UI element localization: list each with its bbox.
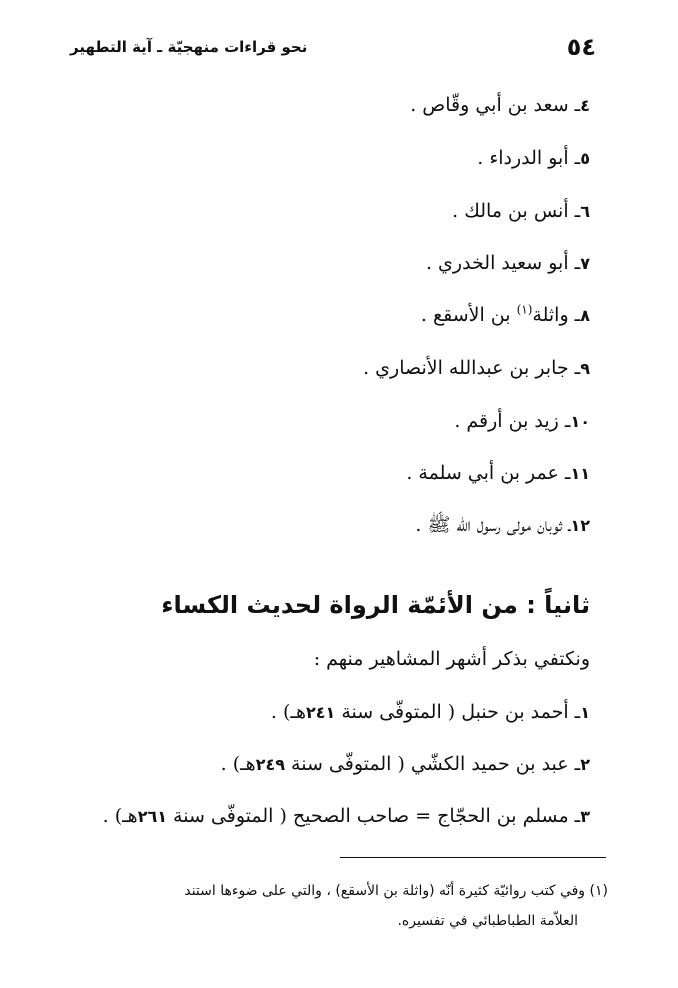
footnote-marker: (١) [589, 883, 608, 899]
list-item [103, 799, 590, 834]
list-item-number: ٢ [580, 755, 590, 774]
list-item-text: ـ أبو الدرداء . [477, 147, 581, 169]
list-item [363, 351, 590, 386]
list-item [454, 404, 590, 439]
page-number: ٥٤ [566, 33, 596, 61]
list-item-number: ١٠ [570, 412, 590, 431]
list-item [410, 88, 590, 123]
list-item-number: ١٢ [570, 516, 590, 535]
death-year: ٢٦١ [137, 807, 167, 826]
list-item [452, 194, 590, 229]
list-item-number: ١١ [570, 464, 590, 483]
list-item-text: ـ مسلم بن الحجّاج = صاحب الصحيح ( المتوفّى سنة [166, 805, 581, 827]
list-item-text: ـ زيد بن أرقم . [454, 410, 571, 432]
list-item-text: بن الأسقع . [420, 304, 517, 326]
footnote-reference: (١) [516, 302, 533, 317]
death-year: ٢٤٩ [255, 755, 285, 774]
list-item [421, 298, 590, 333]
list-item-text: ـ أنس بن مالك . [452, 200, 581, 222]
list-item [426, 246, 590, 281]
footnote-separator [340, 857, 606, 858]
list-item [477, 141, 590, 176]
footnote-line [78, 876, 608, 906]
list-item-text: هـ) . [102, 805, 138, 827]
death-year: ٢٤١ [305, 703, 336, 722]
footnote [78, 876, 608, 936]
list-item-text: ـ عبد بن حميد الكشّي ( المتوفّى سنة [285, 753, 581, 775]
running-title: نحو قراءات منهجيّة ـ آية التطهير [70, 38, 308, 56]
footnote-text: وفي كتب روائيّة كثيرة أنّه (واثلة بن الأسقع) ، والتي على ضوءها استند [184, 883, 586, 899]
section-heading: ثانياً : من الأئمّة الرواة لحديث الكساء [161, 591, 590, 619]
list-item-number: ٦ [580, 202, 590, 221]
list-item-text: ـ أحمد بن حنبل ( المتوفّى سنة [335, 701, 581, 723]
list-item-number: ٨ [580, 306, 590, 325]
list-item-text: ـ واثلة [532, 304, 581, 326]
list-item-number: ٩ [580, 359, 590, 378]
list-item-text: ـ أبو سعيد الخدري . [425, 252, 581, 274]
list-item-number: ١ [580, 703, 590, 722]
list-item-number: ٧ [580, 254, 590, 273]
footnote-line: العلاّمة الطباطبائي في تفسيره. [397, 913, 578, 929]
list-item-text: ـ عمر بن أبي سلمة . [406, 462, 571, 484]
list-item-text: هـ) . [270, 701, 306, 723]
page-header [70, 30, 596, 64]
list-item [406, 456, 590, 491]
list-item-number: ٣ [580, 807, 590, 826]
list-item [415, 508, 590, 543]
list-item-text: ـ سعد بن أبي وقّاص . [410, 94, 581, 116]
list-item [221, 747, 590, 782]
list-item-number: ٥ [580, 149, 590, 168]
list-item-text: ـ جابر بن عبدالله الأنصاري . [363, 357, 581, 379]
list-item-text: ـ ثوبان مولى رسول الله ﷺ . [415, 514, 571, 536]
list-item [271, 695, 590, 730]
list-item-number: ٤ [580, 96, 590, 115]
section-intro: ونكتفي بذكر أشهر المشاهير منهم : [313, 648, 590, 670]
list-item-text: هـ) . [220, 753, 256, 775]
